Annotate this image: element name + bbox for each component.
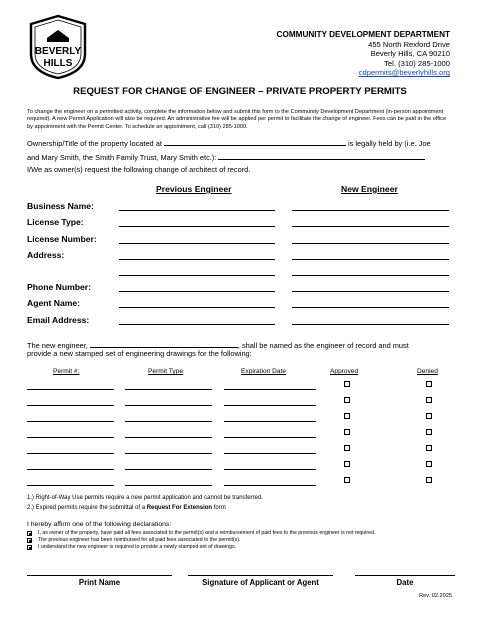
department-info: [277, 30, 450, 78]
approved-header: Approved: [330, 368, 359, 375]
prev-license-type-field[interactable]: [119, 226, 275, 227]
permit-type-field[interactable]: [125, 485, 212, 486]
prev-license-number-field[interactable]: [119, 243, 275, 244]
approved-checkbox[interactable]: [344, 477, 350, 483]
permit-type-field[interactable]: [125, 405, 212, 406]
note-1: 1.) Right-of-Way Use permits require a new permit application and cannot be transferred.: [27, 495, 263, 501]
beverly-hills-logo: [27, 14, 89, 80]
permit-number-field[interactable]: [27, 453, 114, 454]
approved-checkbox[interactable]: [344, 413, 350, 419]
permit-number-field[interactable]: [27, 469, 114, 470]
permit-type-field[interactable]: [125, 421, 212, 422]
logo-text-line2: HILLS: [43, 58, 73, 69]
address-line2: Beverly Hills, CA 90210: [370, 49, 450, 59]
approved-checkbox[interactable]: [344, 461, 350, 467]
denied-checkbox[interactable]: [426, 413, 432, 419]
declaration-text-1: I, as owner of the property, have paid all fees associated to the permit(s) and a reimbursement of paid fees to the previous engineer is not required.: [38, 530, 376, 536]
permit-number-field[interactable]: [27, 485, 114, 486]
intro-paragraph: To change the engineer on a permitted activity, complete the information below and submit this form to the Community Development Department (in-person appointment required). A new Permit Application will also be required. An administrative fee will be applied per permit to facilitate the change of engineer. Fees can be paid in the office by appointment with the Permit Center. To schedule an appointment, call (310) 285-1000.: [27, 109, 447, 130]
denied-checkbox[interactable]: [426, 477, 432, 483]
expiration-date-field[interactable]: [224, 389, 316, 390]
permit-type-field[interactable]: [125, 437, 212, 438]
permit-number-header: Permit #:: [53, 368, 80, 375]
permit-number-field[interactable]: [27, 405, 114, 406]
phone-number: Tel. (310) 285-1000: [384, 58, 450, 68]
declaration-checkbox-1[interactable]: [27, 531, 32, 536]
agent-name-label: Agent Name:: [27, 298, 81, 308]
note-2: [27, 505, 226, 511]
previous-engineer-heading: Previous Engineer: [156, 184, 232, 194]
expiration-date-field[interactable]: [224, 469, 316, 470]
address-line1: 455 North Rexford Drive: [368, 39, 450, 49]
print-name-field[interactable]: [27, 575, 172, 576]
date-field[interactable]: [355, 575, 455, 576]
permit-number-field[interactable]: [27, 437, 114, 438]
logo-text-line1: BEVERLY: [34, 46, 82, 57]
declaration-item-3[interactable]: [27, 544, 236, 550]
new-phone-field[interactable]: [292, 291, 449, 292]
license-number-label: License Number:: [27, 234, 97, 244]
ownership-text-3: and Mary Smith, the Smith Family Trust, Mary Smith etc.):: [27, 153, 217, 162]
ownership-line-2: [27, 152, 453, 162]
note-2-text: 2.) Expired permits require the submittal of a: [27, 505, 147, 511]
expiration-date-field[interactable]: [224, 437, 316, 438]
new-agent-field[interactable]: [292, 307, 449, 308]
new-engineer-text-2: , shall be named as the engineer of record and must: [237, 341, 409, 350]
expiration-date-field[interactable]: [224, 453, 316, 454]
new-license-type-field[interactable]: [292, 226, 449, 227]
denied-checkbox[interactable]: [426, 381, 432, 387]
form-title: REQUEST FOR CHANGE OF ENGINEER – PRIVATE PROPERTY PERMITS: [73, 86, 407, 97]
denied-checkbox[interactable]: [426, 461, 432, 467]
request-statement: I/We as owner(s) request the following change of architect of record.: [27, 165, 251, 174]
declaration-checkbox-3[interactable]: [27, 545, 32, 550]
denied-checkbox[interactable]: [426, 397, 432, 403]
declarations-heading: I hereby affirm one of the following declarations:: [27, 521, 172, 528]
new-engineer-line-2: provide a new stamped set of engineering drawings for the following:: [27, 349, 252, 358]
property-address-field[interactable]: [164, 138, 346, 146]
approved-checkbox[interactable]: [344, 381, 350, 387]
owner-name-field[interactable]: [218, 152, 425, 160]
prev-address-field-1[interactable]: [119, 259, 275, 260]
prev-email-field[interactable]: [119, 324, 275, 325]
ownership-line-1: [27, 138, 453, 148]
license-type-label: License Type:: [27, 217, 84, 227]
revision-label: Rev. 02.2025: [419, 593, 452, 599]
declaration-item-1[interactable]: [27, 530, 375, 536]
expiration-date-field[interactable]: [224, 485, 316, 486]
signature-field[interactable]: [188, 575, 333, 576]
approved-checkbox[interactable]: [344, 397, 350, 403]
denied-header: Denied: [417, 368, 438, 375]
note-2-end: form: [212, 505, 226, 511]
expiration-date-header: Expiration Date: [241, 368, 287, 375]
prev-phone-field[interactable]: [119, 291, 275, 292]
address-label: Address:: [27, 250, 65, 260]
department-name: COMMUNITY DEVELOPMENT DEPARTMENT: [276, 30, 450, 39]
new-engineer-name-field[interactable]: [90, 340, 238, 348]
permit-type-field[interactable]: [125, 469, 212, 470]
permit-number-field[interactable]: [27, 421, 114, 422]
print-name-label: Print Name: [78, 578, 121, 587]
declaration-item-2[interactable]: [27, 537, 240, 543]
signature-label: Signature of Applicant or Agent: [202, 578, 319, 587]
declaration-text-3: I understand the new engineer is required to provide a newly stamped set of drawings.: [38, 544, 237, 550]
business-name-label: Business Name:: [27, 201, 94, 211]
declaration-checkbox-2[interactable]: [27, 538, 32, 543]
new-business-name-field[interactable]: [292, 210, 449, 211]
new-address-field-1[interactable]: [292, 259, 449, 260]
prev-agent-field[interactable]: [119, 307, 275, 308]
permit-number-field[interactable]: [27, 389, 114, 390]
date-label: Date: [396, 578, 414, 587]
email-address-label: Email Address:: [27, 315, 90, 325]
approved-checkbox[interactable]: [344, 429, 350, 435]
new-engineer-text-1: The new engineer,: [27, 341, 88, 350]
denied-checkbox[interactable]: [426, 429, 432, 435]
permit-type-field[interactable]: [125, 453, 212, 454]
ownership-text-1: Ownership/Title of the property located at: [27, 139, 162, 148]
prev-address-field-2[interactable]: [119, 275, 275, 276]
new-license-number-field[interactable]: [292, 243, 449, 244]
permit-type-header: Permit Type: [148, 368, 184, 375]
approved-checkbox[interactable]: [344, 445, 350, 451]
phone-number-label: Phone Number:: [27, 282, 91, 292]
note-2-bold: Request For Extension: [146, 505, 213, 511]
expiration-date-field[interactable]: [224, 405, 316, 406]
new-email-field[interactable]: [292, 324, 449, 325]
new-address-field-2[interactable]: [292, 275, 449, 276]
permit-type-field[interactable]: [125, 389, 212, 390]
ownership-text-2: is legally held by (i.e. Joe: [348, 139, 431, 148]
denied-checkbox[interactable]: [426, 445, 432, 451]
expiration-date-field[interactable]: [224, 421, 316, 422]
declaration-text-2: The previous engineer has been reimbursed for all paid fees associated to the permit(s).: [38, 537, 241, 543]
prev-business-name-field[interactable]: [119, 210, 275, 211]
new-engineer-heading: New Engineer: [341, 184, 398, 194]
email-link[interactable]: cdpermits@beverlyhills.org: [358, 68, 450, 78]
